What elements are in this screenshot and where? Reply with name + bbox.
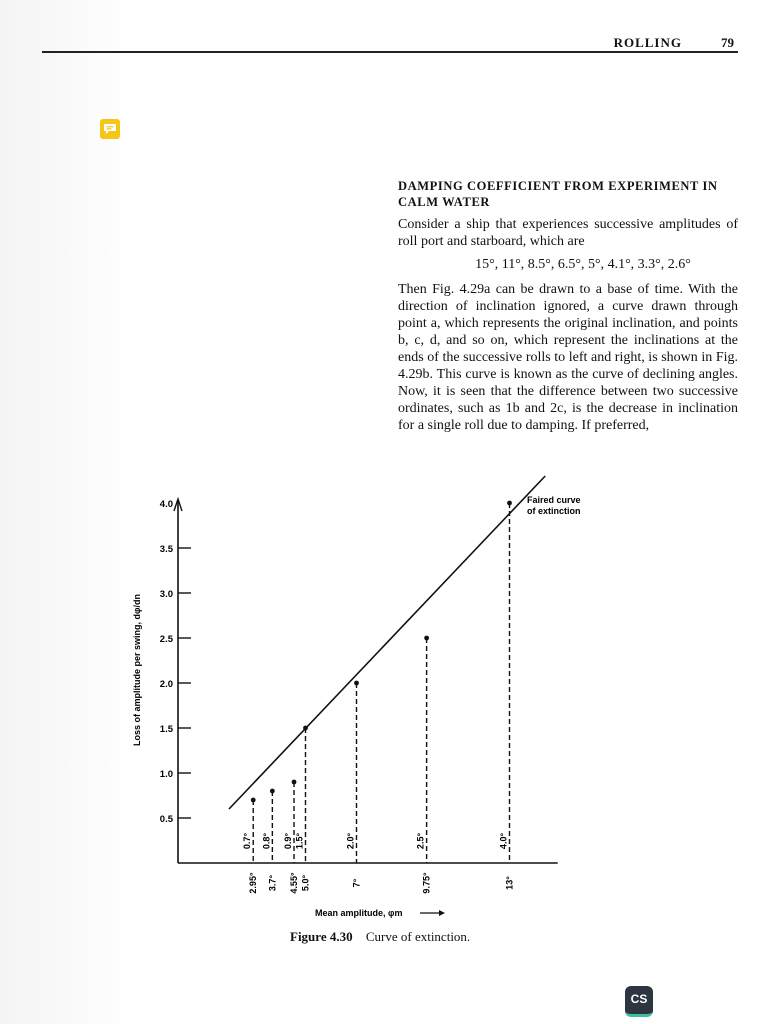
figure-title: Curve of extinction. bbox=[365, 929, 471, 944]
amplitude-list: 15°, 11°, 8.5°, 6.5°, 5°, 4.1°, 3.3°, 2.6° bbox=[475, 257, 691, 272]
extinction-chart-svg bbox=[125, 460, 640, 945]
figure-number: Figure 4.30 bbox=[290, 929, 353, 944]
y-value-label: 0.8° bbox=[261, 832, 272, 850]
section-heading: DAMPING COEFFICIENT FROM EXPERIMENT IN CALM WATER bbox=[398, 179, 718, 209]
y-value-label: 0.9° bbox=[283, 832, 294, 850]
data-point bbox=[303, 726, 308, 731]
y-value-label: 1.5° bbox=[294, 832, 305, 850]
body-paragraph: Then Fig. 4.29a can be drawn to a base of time. With the direction of inclination ignored, a curve drawn through point a, which represents the original inclination, and points b, c, d, and so on, which represent the inclinations at the ends of the successive rolls to left and right, is shown in Fig. 4.29b. This curve is known as the curve of declining angles. Now, it is seen that the difference between two successive ordinates, such as 1b and 2c, is the decrease in inclination for a single roll due to damping. If preferred, bbox=[398, 282, 738, 433]
x-value-label: 7° bbox=[351, 878, 362, 888]
data-point bbox=[354, 681, 359, 686]
y-tick-label: 2.0 bbox=[159, 679, 173, 690]
y-tick-label: 2.5 bbox=[159, 634, 173, 645]
data-point bbox=[270, 789, 275, 794]
y-tick-label: 3.5 bbox=[159, 544, 173, 555]
running-title: ROLLING bbox=[613, 35, 682, 50]
y-tick-label: 1.0 bbox=[159, 769, 173, 780]
x-value-label: 3.7° bbox=[267, 874, 278, 892]
header-rule bbox=[42, 51, 738, 53]
y-axis-label: Loss of amplitude per swing, dφ/dn bbox=[132, 594, 142, 746]
y-value-label: 0.7° bbox=[242, 832, 253, 850]
x-value-label: 2.95° bbox=[248, 872, 259, 894]
data-point bbox=[251, 798, 256, 803]
x-label-arrowhead bbox=[439, 910, 445, 916]
extinction-chart bbox=[125, 460, 640, 945]
text-column bbox=[398, 174, 738, 434]
figure-caption bbox=[290, 929, 470, 945]
y-tick-label: 4.0 bbox=[159, 499, 173, 510]
data-point bbox=[507, 501, 512, 506]
chart-axes bbox=[174, 499, 558, 863]
annotation-line-2: of extinction bbox=[527, 506, 581, 516]
chart-marks bbox=[229, 476, 545, 863]
annotation-line-1: Faired curve bbox=[527, 495, 581, 505]
page-number: 79 bbox=[721, 35, 734, 50]
fit-line bbox=[229, 476, 545, 809]
y-value-label: 4.0° bbox=[498, 832, 509, 850]
y-value-label: 2.0° bbox=[345, 832, 356, 850]
x-value-label: 5.0° bbox=[300, 874, 311, 892]
y-value-label: 2.5° bbox=[415, 832, 426, 850]
y-tick-label: 1.5 bbox=[159, 724, 173, 735]
data-point bbox=[424, 636, 429, 641]
comment-icon[interactable] bbox=[100, 119, 120, 139]
data-point bbox=[292, 780, 297, 785]
y-tick-label: 3.0 bbox=[159, 589, 173, 600]
x-axis-label: Mean amplitude, φm bbox=[315, 908, 403, 918]
x-value-label: 13° bbox=[504, 876, 515, 890]
y-tick-label: 0.5 bbox=[159, 814, 173, 825]
camscanner-icon[interactable]: CS bbox=[625, 986, 653, 1017]
x-value-label: 4.55° bbox=[289, 872, 300, 894]
intro-paragraph: Consider a ship that experiences successive amplitudes of roll port and starboard, which are bbox=[398, 217, 738, 249]
x-value-label: 9.75° bbox=[421, 872, 432, 894]
